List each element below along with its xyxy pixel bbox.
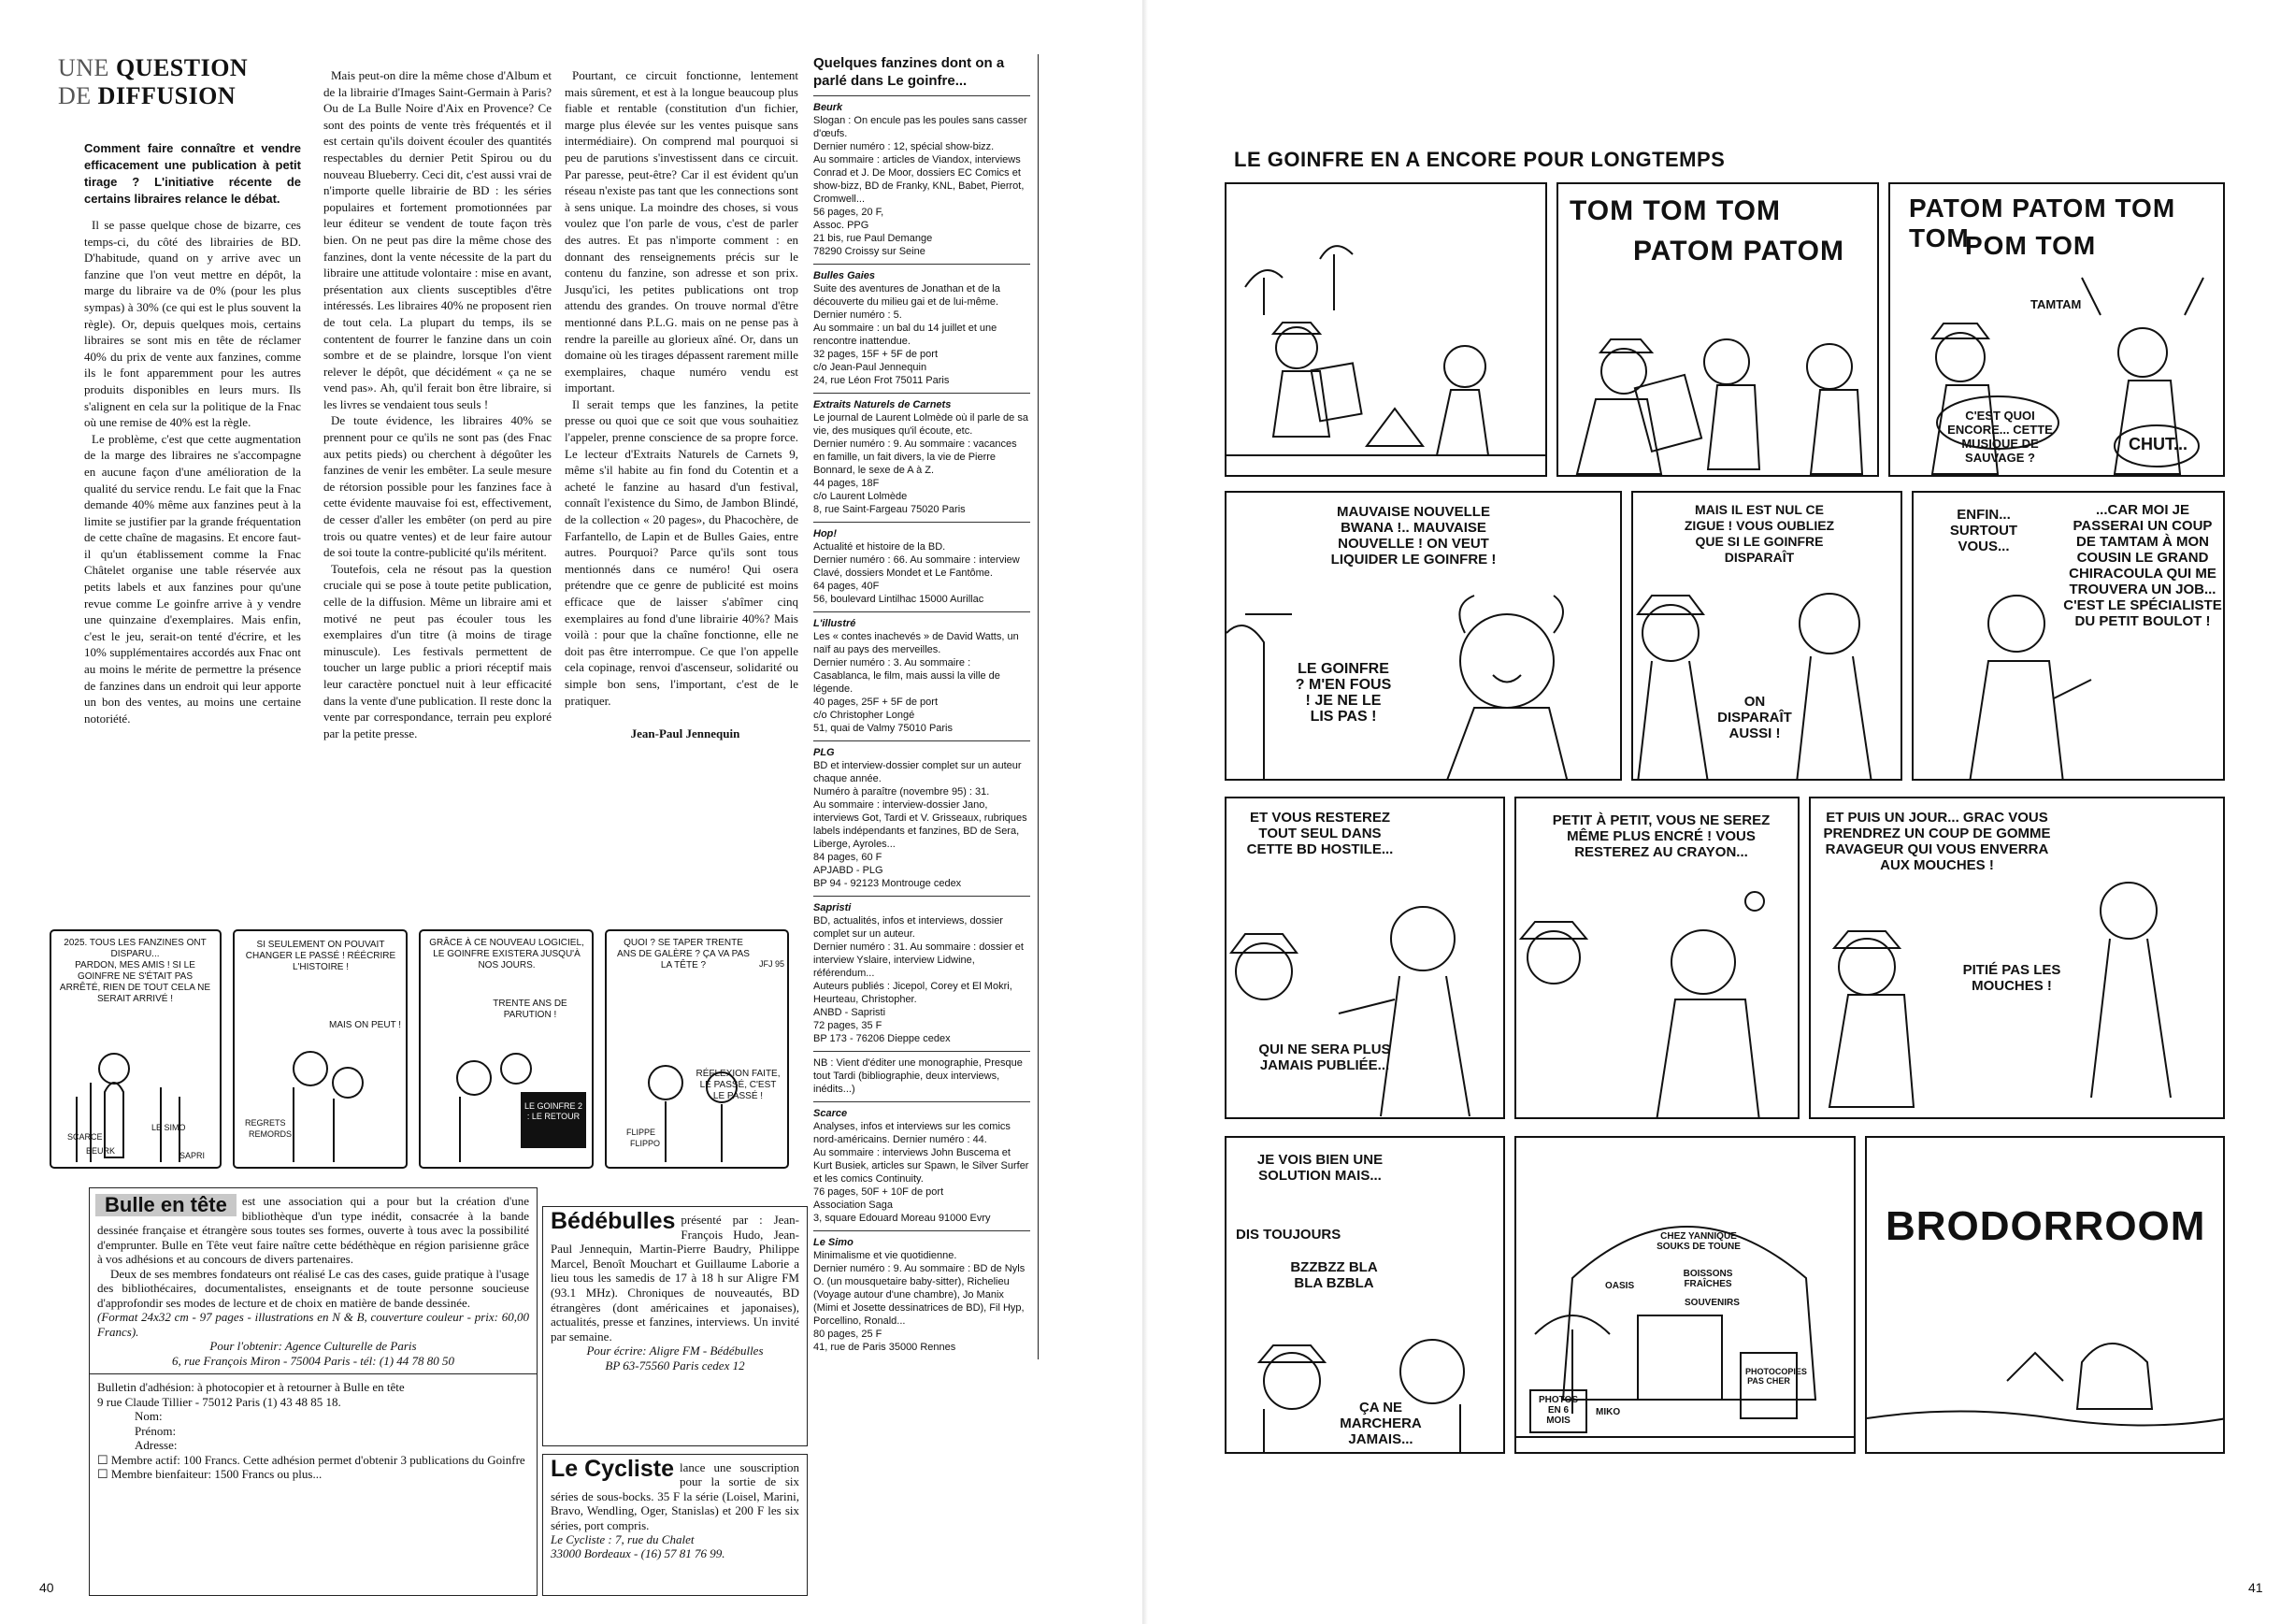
sidebar-entry-line: 72 pages, 35 F (813, 1020, 882, 1031)
sidebar-entry-title: Scarce (813, 1108, 848, 1119)
comic-row-2 (1225, 491, 2225, 781)
sidebar-entry-line: 24, rue Léon Frot 75011 Paris (813, 375, 950, 386)
bubble-question: C'EST QUOI ENCORE... CETTE MUSIQUE DE SAUVAGE ? (1947, 409, 2053, 465)
panel-5 (1631, 491, 1902, 781)
form-nom[interactable]: Nom: (135, 1409, 163, 1423)
sidebar-entry-line: Numéro à paraître (novembre 95) : 31. (813, 786, 990, 798)
strip-label: REMORDS (249, 1129, 293, 1139)
sidebar-entry (813, 896, 1030, 1051)
bubble-chiracoula: ...CAR MOI JE PASSERAI UN COUP DE TAMTAM À MON COUSIN LE GRAND CHIRACOULA QUI ME TROUVERA UN JOB... C'EST LE SPÉCIALISTE DU PETIT BOULOT ! (2063, 502, 2222, 629)
article-lead: Comment faire connaître et vendre efficacement une publication à petit tirage ? L'initiative récente de certains libraires relance le débat. (84, 141, 301, 206)
panel-1-art (1226, 184, 1547, 477)
panel-2 (1556, 182, 1879, 477)
bubble-nul-ce-zigue: MAIS IL EST NUL CE ZIGUE ! VOUS OUBLIEZ QUE SI LE GOINFRE DISPARAÎT (1684, 502, 1835, 565)
sidebar-entry (813, 1230, 1030, 1359)
sidebar-entry-line: Dernier numéro : 31. Au sommaire : dossier et interview Yslaire, interview Lidwine, référendum... (813, 941, 1024, 979)
paragraph: Pourtant, ce circuit fonctionne, lentement mais sûrement, et est à la longue beaucoup plus fiable et rentable (constitution d'un fichier, marge plus élevée sur les ventes puisque sans intermédiaire). On comprend mal pourquoi si peu de parutions s'investissent dans ce circuit. Par paresse, peut-être? Car il est évident qu'un réseau n'existe pas tant que les connections sont à sens unique. La moindre des choses, si vous voulez que l'on parle de vous, c'est de parler des autres. Et pas n'importe comment : en donnant des renseignements précis sur le contenu du fanzine, son adresse et son prix. Jusqu'ici, les petites publications ont trop attendu des grandes. On trouve normal d'être mentionné dans P.L.G. mais on ne pense pas à rendre la pareille au glorieux aîné. Or, dans un domaine où les tirages dépassent rarement mille exemplaires, chaque numéro vendu est important. (565, 68, 798, 395)
panel-12 (1865, 1136, 2225, 1454)
panel-2-art (1558, 184, 1879, 477)
panel-10 (1225, 1136, 1505, 1454)
strip-label: SAPRI (179, 1151, 206, 1160)
sign-souvenirs: SOUVENIRS (1685, 1298, 1740, 1308)
bulle-obtain-address: 6, rue François Miron - 75004 Paris - tél: (1) 44 78 80 50 (171, 1353, 455, 1368)
bulle-format: (Format 24x32 cm - 97 pages - illustrations en N & B, couverture couleur - prix: 60,00 Francs). (97, 1310, 529, 1339)
bubble-gomme-ravageur: ET PUIS UN JOUR... GRAC VOUS PRENDREZ UN COUP DE GOMME RAVAGEUR QUI VOUS ENVERRA AUX MOUCHES ! (1823, 810, 2051, 873)
sidebar-entry (813, 522, 1030, 611)
sidebar-entry-line: 3, square Edouard Moreau 91000 Evry (813, 1213, 991, 1224)
cycliste-box (542, 1454, 808, 1596)
sidebar-entry-line: 84 pages, 60 F (813, 852, 882, 863)
bubble-une-solution: JE VOIS BIEN UNE SOLUTION MAIS... (1256, 1152, 1384, 1184)
sidebar-entry-line: 40 pages, 25F + 5F de port (813, 697, 939, 708)
strip-label: FLIPPO (630, 1139, 661, 1148)
form-address: 9 rue Claude Tillier - 75012 Paris (1) 43 48 85 18. (97, 1394, 341, 1409)
article-signature: Jean-Paul Jennequin (630, 726, 740, 741)
paragraph: Toutefois, cela ne résout pas la question cruciale qui se pose à toute petite publication, celle de la diffusion. Même un libraire ami et motivé ne peut pas écouler tous les exemplaires d'un titre (à moins de tirage minuscule). Les festivals permettent de toucher un large public a priori réceptif mais leur caractère ponctuel nuit à leur efficacité dans la vente d'une publication. Il reste donc la vente par correspondance, terrain peu exploré par la petite presse. (323, 561, 552, 740)
sidebar-entry-line: Analyses, infos et interviews sur les comics nord-américains. Dernier numéro : 44. (813, 1121, 1011, 1145)
sidebar-entry-line: 8, rue Saint-Fargeau 75020 Paris (813, 504, 966, 515)
cycliste-title: Le Cycliste (551, 1456, 675, 1482)
strip-label: SCARCE (67, 1132, 103, 1142)
comic-strip (49, 928, 792, 1171)
article-column-2 (323, 67, 552, 741)
sfx-pom-tom: POM TOM (1965, 231, 2097, 260)
panel-8 (1514, 797, 1800, 1119)
sidebar-entry-line: 44 pages, 18F (813, 478, 880, 489)
sidebar-entry-line: Minimalisme et vie quotidienne. (813, 1250, 957, 1261)
article-column-3 (565, 67, 798, 742)
bubble-m-en-fous: LE GOINFRE ? M'EN FOUS ! JE NE LE LIS PAS ! (1295, 661, 1392, 725)
bulle-intro: est une association qui a pour but la création d'une bibliothèque d'un type inédit, consacrée à la bande dessinée française et étrangère sous toutes ses formes, ouverte à tous avec la possibilité d'emprunter. Bulle en Tête veut faire naître cette bédéthèque en région parisienne grâce à vos adhésions et au concours de divers partenaires. (97, 1194, 529, 1266)
strip-p3-bubble: TRENTE ANS DE PARUTION ! (493, 999, 567, 1020)
bulle-body: Deux de ses membres fondateurs ont réalisé Le cas des cases, guide pratique à l'usage des bibliothécaires, documentalistes, enseignants et de toute personne soucieuse d'approfondir ses modes de lecture et de choix en matière de bande dessinée. (97, 1266, 529, 1310)
sidebar-entry-line: NB : Vient d'éditer une monographie, Presque tout Tardi (bibliographie, deux interviews, inédits...) (813, 1057, 1023, 1095)
sidebar-entry-line: 78290 Croissy sur Seine (813, 246, 925, 257)
sfx-patom: PATOM PATOM (1633, 236, 1844, 266)
sidebar-entry-title: Bulles Gaies (813, 270, 876, 281)
sidebar-entry-line: 41, rue de Paris 35000 Rennes (813, 1342, 956, 1353)
sign-oasis: OASIS (1605, 1281, 1635, 1291)
sidebar-entry-line: Dernier numéro : 9. Au sommaire : vacances en famille, un fait divers, la vie de Pierre Bonnard, le sexe de A à Z. (813, 438, 1017, 476)
sidebar-entry-line: c/o Jean-Paul Jennequin (813, 362, 927, 373)
sidebar-entry-line: Le journal de Laurent Lolmède où il parle de sa vie, des musiques qu'il écoute, etc. (813, 412, 1028, 437)
bubble-mauvaise-nouvelle: MAUVAISE NOUVELLE BWANA !.. MAUVAISE NOUVELLE ! ON VEUT LIQUIDER LE GOINFRE ! (1330, 504, 1497, 568)
sidebar-entry (813, 1051, 1030, 1101)
sidebar-entry-line: BP 173 - 76206 Dieppe cedex (813, 1033, 951, 1044)
paragraph: Il serait temps que les fanzines, la petite presse ou quoi que ce soit que vous souhaitiez l'appeler, prenne conscience de sa propre force. Le lecteur d'Extraits Naturels de Carnets 9, même s'il habite au fin fond du Cotentin et a acheté le fanzine au hasard d'un festival, connaît l'existence du Simo, de Jambon Blindé, de la collection « 20 pages», du Phacochère, de Farfantello, de Lapin et de Bulles Gaies, entre autres. Pourquoi? Parce qu'ils sont tous mentionnés dans ce numéro! Qui osera prétendre que ce genre de publicité est moins efficace que de laisser s'abîmer cinq exemplaires au fond d'une librairie 40%? Mais voilà : pour que la chaîne fonctionne, elle ne doit pas être interrompue. Ce que l'on appelle cela copinage, renvoi d'ascenseur, solidarité ou simple bon sens, l'important, c'est de le pratiquer. (565, 396, 798, 708)
sidebar-entry (813, 1101, 1030, 1230)
sidebar-entries (813, 95, 1030, 1359)
sidebar-entry-line: APJABD - PLG (813, 865, 883, 876)
page-number-left: 40 (39, 1580, 54, 1595)
sidebar-entry-title: Sapristi (813, 902, 852, 913)
bulle-title: Bulle en tête (95, 1194, 237, 1216)
sign-chez-yannique: CHEZ YANNIQUE SOUKS DE TOUNE (1657, 1231, 1741, 1252)
sidebar-entry-line: 80 pages, 25 F (813, 1329, 882, 1340)
panel-1 (1225, 182, 1547, 477)
article-title: UNE QUESTION DE DIFFUSION (58, 54, 249, 109)
sidebar-entry-line: Dernier numéro : 3. Au sommaire : Casablanca, le film, mais aussi la ville de légende. (813, 657, 1000, 695)
comic-row-3 (1225, 797, 2225, 1119)
paragraph: De toute évidence, les libraires 40% se prennent pour ce qu'ils ne sont pas (des Fnac aux petits pieds) ou cherchent à dégoûter les fanzines de venir les embêter. La seule mesure de rétorsion possible pour les fanzines face à cette évidente mauvaise foi est, effectivement, de cesser d'aller les embêter (on perd au pire trois ou quatre ventes) et de leur faire autour de soi toute la contre-publicité qu'ils méritent. (323, 413, 552, 560)
sidebar-entry-line: BD et interview-dossier complet sur un auteur chaque année. (813, 760, 1022, 784)
bedebulles-address: BP 63-75560 Paris cedex 12 (605, 1358, 745, 1372)
page-number-right: 41 (2248, 1580, 2263, 1595)
sidebar-entry-line: ANBD - Sapristi (813, 1007, 886, 1018)
paragraph: Mais peut-on dire la même chose d'Album et de la librairie d'Images Saint-Germain à Paris? Ou de La Bulle Noire d'Aix en Provence? Ce sont des points de vente très fréquentés et il est certain qu'ils doivent écouler des quantités respectables du dernier Petit Spirou ou du nouveau Blueberry. Ceci dit, c'est aussi vrai de n'importe quelle librairie de BD : les séries populaires et fortement promotionnées par leur éditeur se vendent de toute façon très bien. On ne peut pas dire la même chose des fanzines, dont la vente nécessite de la part du libraire une attitude volontaire : mise en avant, présentation aux clients susceptibles d'être intéressés. Les libraires 40% ne proposent rien de tout cela. La plupart du temps, ils se contentent de fourrer le fanzine dans un coin sombre et de se plaindre, lorsque l'on vient relever le dépôt, que décidément « ça ne se vend pas». Ah, qu'il ferait bon être libraire, si les livres se vendaient tous seuls ! (323, 68, 552, 411)
sidebar-entry-line: Assoc. PPG (813, 220, 869, 231)
panel-6 (1912, 491, 2225, 781)
bubble-marchera-jamais: ÇA NE MARCHERA JAMAIS... (1340, 1400, 1422, 1447)
paragraph: Le problème, c'est que cette augmentation de la marge des libraires ne s'accompagne en aucune façon d'une amélioration de la qualité du service rendu. Le fait que la Fnac demande 40% même aux fanzines peut à la limite se justifier par la grande fréquentation de cette chaîne de magasins. Et encore faut-il qu'un établissement comme la Fnac Châtelet organise une table réservée aux petits labels et aux fanzines pour qu'une revue comme Le goinfre arrive à y vendre une quinzaine d'exemplaires. Mais enfin, c'est le jeu, serait-on tenté d'écrire, et les 10% supplémentaires accordés aux Fnac ont au moins le mérite de permettre la présence de fanzines dans un endroit qui leur apporte un bon des ventes, au moins une certaine notoriété. (84, 431, 301, 726)
strip-label: REGRETS (245, 1118, 286, 1128)
sidebar-entry-title: L'illustré (813, 618, 856, 629)
sidebar-entry-line: Dernier numéro : 66. Au sommaire : interview Clavé, dossiers Mondet et Le Fantôme. (813, 554, 1020, 579)
sidebar-entry-line: c/o Christopher Longé (813, 710, 915, 721)
sidebar-entry-line: Au sommaire : articles de Viandox, interviews Conrad et J. De Moor, dossiers EC Comics et show-bizz, BD de Franky, KNL, Babet, Pierrot, Cromwell... (813, 154, 1025, 205)
bubble-tout-seul: ET VOUS RESTEREZ TOUT SEUL DANS CETTE BD HOSTILE... (1246, 810, 1394, 857)
sidebar-entry (813, 393, 1030, 522)
bedebulles-write: Pour écrire: Aligre FM - Bédébulles (586, 1344, 764, 1358)
bubble-pitie: PITIÉ PAS LES MOUCHES ! (1962, 962, 2061, 994)
bubble-surtout-vous: ENFIN... SURTOUT VOUS... (1949, 507, 2018, 554)
sfx-patom-2: PATOM PATOM TOM TOM (1909, 194, 2176, 252)
sidebar-entry-line: Au sommaire : interviews John Buscema et Kurt Busiek, articles sur Spawn, le Silver Surfer et les comics Continuity. (813, 1147, 1029, 1185)
sidebar-entry-line: Association Saga (813, 1200, 893, 1211)
cycliste-text: lance une souscription pour la sortie de six séries de sous-bocks. 35 F la série (Loisel, Marini, Bravo, Wendling, Oger, Stanislas) et 200 F les six séries, port compris. (551, 1460, 799, 1532)
form-title: Bulletin d'adhésion: à photocopier et à retourner à Bulle en tête (97, 1380, 405, 1394)
checkbox-icon[interactable]: ☐ (97, 1467, 108, 1481)
sidebar-entry-title: Hop! (813, 528, 838, 539)
sidebar-entry-line: 76 pages, 50F + 10F de port (813, 1186, 944, 1198)
cycliste-address: Le Cycliste : 7, rue du Chalet (551, 1532, 695, 1547)
strip-signature: JFJ 95 (759, 959, 785, 969)
bubble-tamtam: TAMTAM (2030, 297, 2082, 311)
bedebulles-box (542, 1206, 808, 1446)
panel-4 (1225, 491, 1622, 781)
sign-photos: PHOTOS EN 6 MOIS (1538, 1395, 1579, 1426)
strip-label: LE SIMO (151, 1123, 186, 1132)
sidebar-entry-line: Dernier numéro : 9. Au sommaire : BD de Nyls O. (un mousquetaire baby-sitter), Richelieu (Voyage autour d'une chambre), Jo Manix (Mimi et Josette dessinatrices de BD), Fil Hyp, Porcellino, Ronald... (813, 1263, 1026, 1327)
sfx-brodorroom: BRODORROOM (1886, 1203, 2206, 1249)
sidebar-entry-line: BD, actualités, infos et interviews, dossier complet sur un auteur. (813, 915, 1003, 940)
cycliste-phone: 33000 Bordeaux - (16) 57 81 76 99. (551, 1546, 725, 1561)
panel-12-art (1867, 1138, 2225, 1454)
sidebar-entry-title: Extraits Naturels de Carnets (813, 399, 952, 410)
sidebar-entry-line: Les « contes inachevés » de David Watts, un naïf au pays des merveilles. (813, 631, 1019, 655)
sign-photocopies: PHOTOCOPIES PAS CHER (1745, 1367, 1807, 1386)
form-option-actif[interactable]: ☐ Membre actif: 100 Francs. Cette adhésion permet d'obtenir 3 publications du Goinfre (97, 1452, 525, 1467)
strip-p2-bubble: MAIS ON PEUT ! (329, 1020, 402, 1030)
sidebar-entry-line: Au sommaire : un bal du 14 juillet et une rencontre inattendue. (813, 323, 997, 347)
sidebar-entry-line: Actualité et histoire de la BD. (813, 541, 946, 553)
strip-p1-text: 2025. TOUS LES FANZINES ONT DISPARU... PARDON, MES AMIS ! SI LE GOINFRE NE S'ÉTAIT PAS ARRÊTÉ, RIEN DE TOUT CELA NE SERAIT ARRIVÉ ! (59, 938, 211, 1004)
form-adresse[interactable]: Adresse: (135, 1438, 178, 1452)
paragraph: Il se passe quelque chose de bizarre, ces temps-ci, du côté des librairies de BD. D'habitude, quand on y arrive avec un fanzine que l'on veut mettre en dépôt, la marge du libraire va de 0% (pour les plus sympas) à 30% (ce qui est le plus souvent la règle). Or, depuis quelques mois, certains libraires se sont mis en tête de réclamer 40% du prix de vente aux fanzines, comme ils le font apparemment pour les autres produits disponibles en leurs murs. Ils s'alignent en cela sur la politique de la Fnac où une remise de 40% est la règle. (84, 218, 301, 430)
sidebar-entry-line: c/o Laurent Lolmède (813, 491, 908, 502)
strip-p4-bubble: RÉFLEXION FAITE, LE PASSÉ, C'EST LE PASSÉ ! (696, 1069, 781, 1101)
bubble-chut: CHUT... (2129, 435, 2187, 453)
sidebar-entry-line: 56, boulevard Lintilhac 15000 Aurillac (813, 594, 984, 605)
sidebar-entry-title: PLG (813, 747, 835, 758)
bubble-au-crayon: PETIT À PETIT, VOUS NE SEREZ MÊME PLUS ENCRÉ ! VOUS RESTEREZ AU CRAYON... (1552, 812, 1771, 860)
fanzine-sidebar (813, 54, 1039, 1359)
strip-label: FLIPPE (626, 1128, 656, 1137)
comic-title: LE GOINFRE EN A ENCORE POUR LONGTEMPS (1234, 148, 1726, 171)
bedebulles-title: Bédébulles (551, 1208, 676, 1234)
bubble-on-disparait: ON DISPARAÎT AUSSI ! (1717, 694, 1792, 741)
sidebar-entry-title: Le Simo (813, 1237, 853, 1248)
strip-p4-bubble: QUOI ? SE TAPER TRENTE ANS DE GALÈRE ? ÇA VA PAS LA TÊTE ? (617, 938, 750, 970)
bubble-dis-toujours: DIS TOUJOURS (1236, 1227, 1341, 1243)
bulle-obtain: Pour l'obtenir: Agence Culturelle de Paris (209, 1339, 417, 1353)
sidebar-entry-line: Slogan : On encule pas les poules sans casser d'œufs. (813, 115, 1027, 139)
strip-label: BEURK (86, 1146, 116, 1156)
panel-7 (1225, 797, 1505, 1119)
article-column-1 (84, 140, 301, 726)
bubble-jamais-publiee: QUI NE SERA PLUS JAMAIS PUBLIÉE... (1258, 1042, 1391, 1073)
sidebar-entry-line: 21 bis, rue Paul Demange (813, 233, 933, 244)
sidebar-entry-line: 56 pages, 20 F, (813, 207, 884, 218)
panel-3 (1888, 182, 2225, 477)
sidebar-entry-line: Auteurs publiés : Jicepol, Corey et El Mokri, Heurteau, Christopher. (813, 981, 1012, 1005)
sidebar-entry-line: Au sommaire : interview-dossier Jano, interviews Got, Tardi et V. Grisseaux, rubriques labels indépendants et fanzines, BD de Sera, Liberge, Ayroles... (813, 799, 1027, 850)
strip-p3-bubble: GRÂCE À CE NOUVEAU LOGICIEL, LE GOINFRE EXISTERA JUSQU'À NOS JOURS. (429, 938, 584, 970)
sidebar-heading: Quelques fanzines dont on a parlé dans Le goinfre... (813, 55, 1005, 89)
comic-row-1 (1225, 182, 2225, 477)
sidebar-entry-line: BP 94 - 92123 Montrouge cedex (813, 878, 962, 889)
checkbox-icon[interactable]: ☐ (97, 1452, 108, 1467)
sidebar-entry-line: 64 pages, 40F (813, 581, 880, 592)
sidebar-entry-line: Suite des aventures de Jonathan et de la découverte du milieu gai et de lui-même. Dernier numéro : 5. (813, 283, 1000, 321)
sidebar-entry (813, 611, 1030, 740)
sidebar-entry-title: Beurk (813, 102, 843, 113)
sidebar-entry (813, 740, 1030, 896)
panel-9 (1809, 797, 2225, 1119)
sign-boissons: BOISSONS FRAÎCHES (1683, 1269, 1733, 1289)
bulle-en-tete-box (89, 1187, 538, 1596)
sign-miko: MIKO (1596, 1407, 1621, 1417)
comic-row-4 (1225, 1136, 2225, 1454)
sidebar-entry (813, 264, 1030, 393)
strip-p2-bubble: SI SEULEMENT ON POUVAIT CHANGER LE PASSÉ ! RÉÉCRIRE L'HISTOIRE ! (245, 940, 396, 972)
sidebar-entry-line: 51, quai de Valmy 75010 Paris (813, 723, 953, 734)
bubble-bla-bla: BZZBZZ BLA BLA BZBLA (1290, 1259, 1378, 1291)
bedebulles-text: présenté par : Jean-François Hudo, Jean-Paul Jennequin, Martin-Pierre Baudry, Philippe Marcel, Benoît Mouchart et Guillaume Laborie a lieu tous les samedis de 17 à 18 h sur Aligre FM (93.1 MHz). Chroniques de nouveautés, BD étrangères (dont américaines et japonaises), actualités, presse et fanzines, interviews. Un invité par semaine. (551, 1213, 799, 1344)
sfx-tom: TOM TOM TOM (1570, 195, 1781, 226)
sidebar-entry-line: 32 pages, 15F + 5F de port (813, 349, 939, 360)
form-prenom[interactable]: Prénom: (135, 1423, 177, 1438)
sidebar-entry (813, 95, 1030, 264)
form-option-bienfaiteur[interactable]: ☐ Membre bienfaiteur: 1500 Francs ou plus... (97, 1467, 323, 1481)
panel-11 (1514, 1136, 1856, 1454)
strip-screen-label: LE GOINFRE 2 : LE RETOUR (524, 1101, 582, 1121)
sidebar-entry-line: Dernier numéro : 12, spécial show-bizz. (813, 141, 995, 152)
